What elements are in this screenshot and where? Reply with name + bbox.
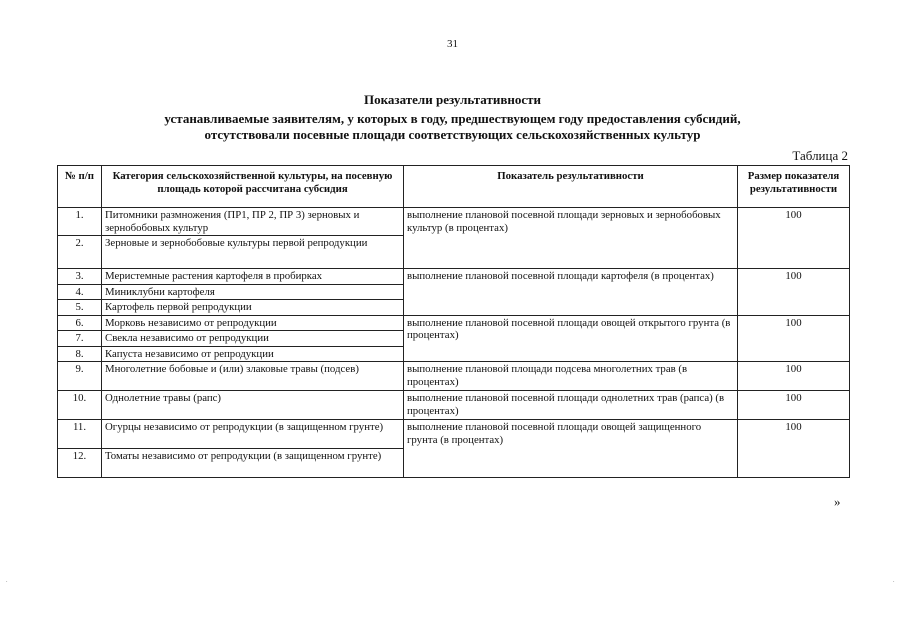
row-category: Однолетние травы (рапс)	[102, 391, 404, 420]
row-category: Огурцы независимо от репродукции (в защищенном грунте)	[102, 420, 404, 449]
table-row	[58, 269, 850, 285]
indicators-table	[57, 165, 850, 478]
group-size: 100	[738, 362, 850, 391]
row-category: Томаты независимо от репродукции (в защищенном грунте)	[102, 449, 404, 478]
group-indicator: выполнение плановой посевной площади однолетних трав (рапса) (в процентах)	[404, 391, 738, 420]
table-row	[58, 362, 850, 391]
row-category: Зерновые и зернобобовые культуры первой репродукции	[102, 236, 404, 269]
page-number: 31	[447, 38, 458, 50]
table-row	[58, 391, 850, 420]
row-number: 1.	[58, 208, 102, 236]
document-title: Показатели результативности	[363, 92, 542, 107]
row-category: Меристемные растения картофеля в пробирках	[102, 269, 404, 285]
table-caption: Таблица 2	[792, 148, 848, 163]
table-row	[58, 420, 850, 449]
row-number: 3.	[58, 269, 102, 285]
row-category: Картофель первой репродукции	[102, 300, 404, 316]
row-category: Многолетние бобовые и (или) злаковые травы (подсев)	[102, 362, 404, 391]
row-number: 7.	[58, 331, 102, 347]
row-category: Капуста независимо от репродукции	[102, 346, 404, 362]
group-size: 100	[738, 269, 850, 316]
group-size: 100	[738, 420, 850, 478]
row-number: 8.	[58, 346, 102, 362]
row-number: 9.	[58, 362, 102, 391]
group-size: 100	[738, 315, 850, 362]
document-subtitle-line-1: устанавливаемые заявителям, у которых в году, предшествующем году предоставления субсидий,	[164, 111, 741, 126]
row-category: Питомники размножения (ПР1, ПР 2, ПР 3) зерновых и зернобобовых культур	[102, 208, 404, 236]
table-header-row	[58, 166, 850, 208]
scan-dot: .	[6, 578, 8, 584]
group-indicator: выполнение плановой посевной площади зерновых и зернобобовых культур (в процентах)	[404, 208, 738, 269]
row-number: 4.	[58, 284, 102, 300]
group-size: 100	[738, 391, 850, 420]
group-indicator: выполнение плановой площади подсева многолетних трав (в процентах)	[404, 362, 738, 391]
row-category: Свекла независимо от репродукции	[102, 331, 404, 347]
row-category: Миниклубни картофеля	[102, 284, 404, 300]
scan-dot: .	[893, 578, 895, 584]
row-number: 6.	[58, 315, 102, 331]
row-number: 12.	[58, 449, 102, 478]
row-number: 11.	[58, 420, 102, 449]
group-indicator: выполнение плановой посевной площади овощей защищенного грунта (в процентах)	[404, 420, 738, 478]
table-row	[58, 315, 850, 331]
header-size: Размер показателя результативности	[738, 166, 850, 208]
group-indicator: выполнение плановой посевной площади овощей открытого грунта (в процентах)	[404, 315, 738, 362]
header-indicator: Показатель результативности	[404, 166, 738, 208]
document-subtitle-line-2: отсутствовали посевные площади соответствующих сельскохозяйственных культур	[204, 127, 701, 142]
row-number: 5.	[58, 300, 102, 316]
row-category: Морковь независимо от репродукции	[102, 315, 404, 331]
row-number: 2.	[58, 236, 102, 269]
closing-quote-mark: »	[834, 494, 841, 509]
header-number: № п/п	[58, 166, 102, 208]
table-row	[58, 208, 850, 236]
group-size: 100	[738, 208, 850, 269]
row-number: 10.	[58, 391, 102, 420]
header-category: Категория сельскохозяйственной культуры, на посевную площадь которой рассчитана субсидия	[102, 166, 404, 208]
group-indicator: выполнение плановой посевной площади картофеля (в процентах)	[404, 269, 738, 316]
